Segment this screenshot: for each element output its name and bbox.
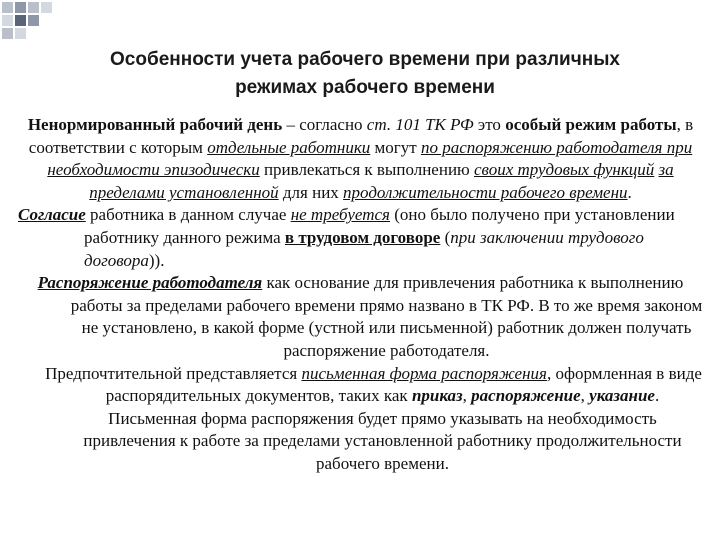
emphasis: не требуется [290,205,390,225]
deco-square [41,2,52,13]
text: – согласно [282,115,367,134]
deco-square [28,2,39,13]
paragraph-consent [8,204,713,272]
text: могут [370,137,421,157]
deco-square [2,28,13,39]
text: работника в данном случае [85,205,291,225]
text: )). [148,250,165,270]
paragraph-written-form [8,363,713,476]
text: , оформленная в виде распорядительных документов, таких как [105,363,702,406]
deco-square [2,15,13,26]
text: . Письменная форма распоряжения будет прямо указывать на необходимость привлечения к работе за пределами установленной работнику продолжительности рабочего времени. [83,386,682,473]
term: Ненормированный рабочий день [27,115,283,134]
text: Предпочтительной представляется [45,363,302,383]
paragraph-irregular-day [8,114,713,204]
text: ( [440,227,451,247]
deco-square [2,2,13,13]
law-reference: ст. 101 ТК РФ [366,115,474,134]
title-line-2: режимах рабочего времени [235,77,495,98]
text: , [462,386,472,406]
deco-square [15,2,26,13]
emphasis: приказ [411,386,463,406]
page-title [40,46,690,102]
title-line-1: Особенности учета рабочего времени при различных [110,49,620,70]
emphasis: распоряжение [471,386,581,406]
slide-body [8,114,713,476]
text: . [627,182,632,202]
emphasis: отдельные работники [207,137,371,157]
term: Согласие [18,205,86,225]
emphasis: по распоряжению работодателя при необходимости эпизодически [47,137,693,180]
deco-square [28,15,39,26]
term: Распоряжение работодателя [37,273,263,293]
emphasis: письменная форма распоряжения [301,363,547,383]
text: , [580,386,590,406]
deco-square [15,15,26,26]
corner-decoration [0,0,60,45]
emphasis: в трудовом договоре [284,227,441,247]
text: для них [278,182,344,202]
text: это [473,115,506,134]
text: привлекаться к выполнению [259,160,474,180]
emphasis: особый режим работы [505,115,677,134]
emphasis: продолжительности рабочего времени [343,182,628,202]
text: как основание для привлечения работника к выполнению работы за пределами рабочего времени прямо названо в ТК РФ. В то же время законом не установлено, в какой форме (устной или письменной) работник должен получать распоряжение работодателя. [70,273,703,360]
text: , в соответствии с которым [28,115,694,157]
emphasis: указание [589,386,655,406]
paragraph-employer-order [8,272,713,362]
emphasis: своих трудовых функций [474,160,655,180]
deco-square [15,28,26,39]
text: (оно было получено при установлении работнику данного режима [84,205,675,247]
emphasis: за пределами установленной [89,160,674,202]
emphasis: при заключении трудового договора [84,227,644,270]
